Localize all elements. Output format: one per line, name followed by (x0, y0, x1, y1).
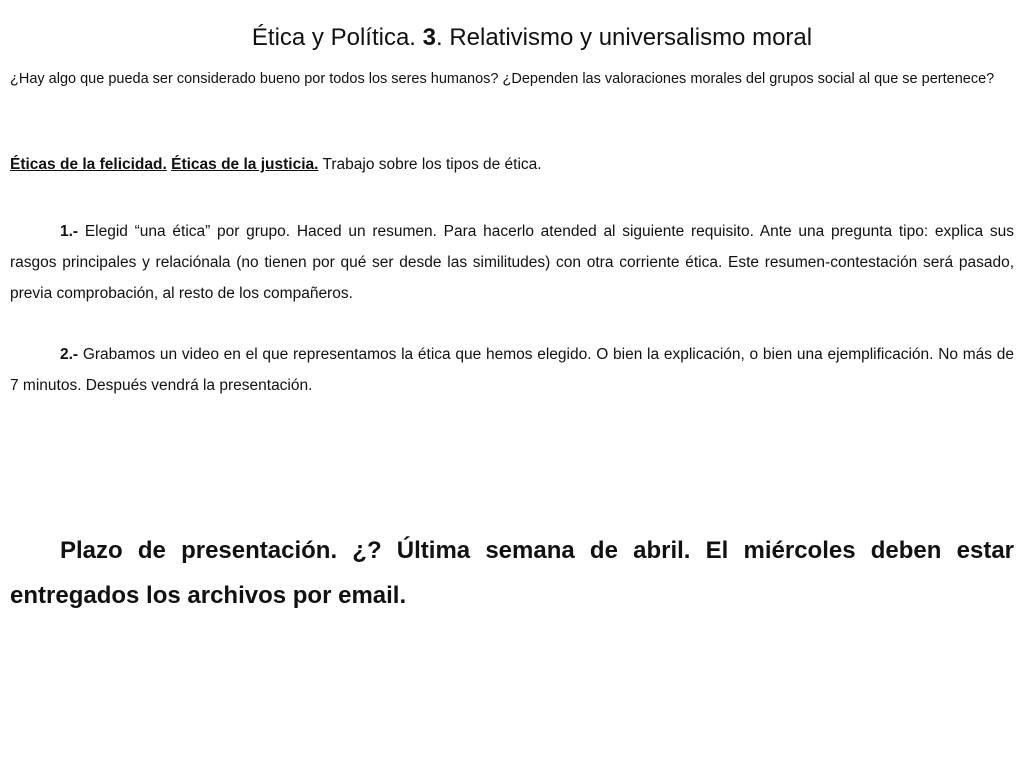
task-1 (10, 216, 1014, 309)
ethics-happiness-label: Éticas de la felicidad. (10, 156, 167, 173)
title-prefix: Ética y Política. (251, 24, 416, 51)
deadline-text: Plazo de presentación. ¿? Última semana de abril. El miércoles deben estar entregados los archivos por email. (10, 537, 1014, 609)
title-number: 3 (422, 24, 436, 51)
task-1-number: 1.- (60, 223, 79, 240)
guiding-questions: ¿Hay algo que pueda ser considerado bueno por todos los seres humanos? ¿Dependen las valoraciones morales del grupos social al que se pertenece? (10, 71, 995, 87)
ethics-types-line (10, 155, 1014, 175)
ethics-types-description: Trabajo sobre los tipos de ética. (322, 156, 542, 173)
task-2-text: Grabamos un video en el que representamos la ética que hemos elegido. O bien la explicación, o bien una ejemplificación. No más de 7 minutos. Después vendrá la presentación. (10, 346, 1014, 394)
task-1-text: Elegid “una ética” por grupo. Haced un resumen. Para hacerlo atended al siguiente requisito. Ante una pregunta tipo: explica sus rasgos principales y relaciónala (no tienen por qué ser desde las similitudes) con otra corriente ética. Este resumen-contestación será pasado, previa comprobación, al resto de los compañeros. (10, 223, 1014, 302)
task-2 (10, 339, 1014, 401)
slide-title (0, 22, 1024, 54)
ethics-justice-label: Éticas de la justicia. (171, 156, 319, 173)
title-suffix: . Relativismo y universalismo moral (435, 24, 813, 51)
task-2-number: 2.- (60, 346, 79, 363)
